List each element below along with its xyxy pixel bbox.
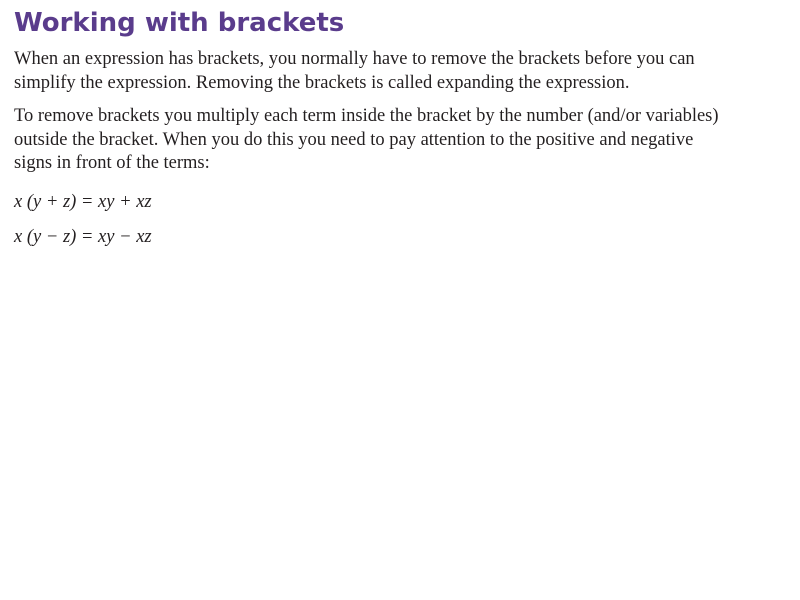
formula-addition: x (y + z) = xy + xz [14,191,152,212]
method-line: outside the bracket. When you do this you need to pay attention to the positive and negative [14,129,694,150]
formula-subtraction: x (y − z) = xy − xz [14,226,152,247]
method-line: signs in front of the terms: [14,153,210,173]
method-paragraph [14,105,786,176]
formula-list [14,191,786,249]
intro-paragraph [14,48,786,95]
intro-line: simplify the expression. Removing the brackets is called expanding the expression. [14,72,630,93]
section-heading: Working with brackets [14,8,345,38]
intro-line: When an expression has brackets, you normally have to remove the brackets before you can [14,49,695,69]
method-line: To remove brackets you multiply each term inside the bracket by the number (and/or variables) [14,106,719,126]
